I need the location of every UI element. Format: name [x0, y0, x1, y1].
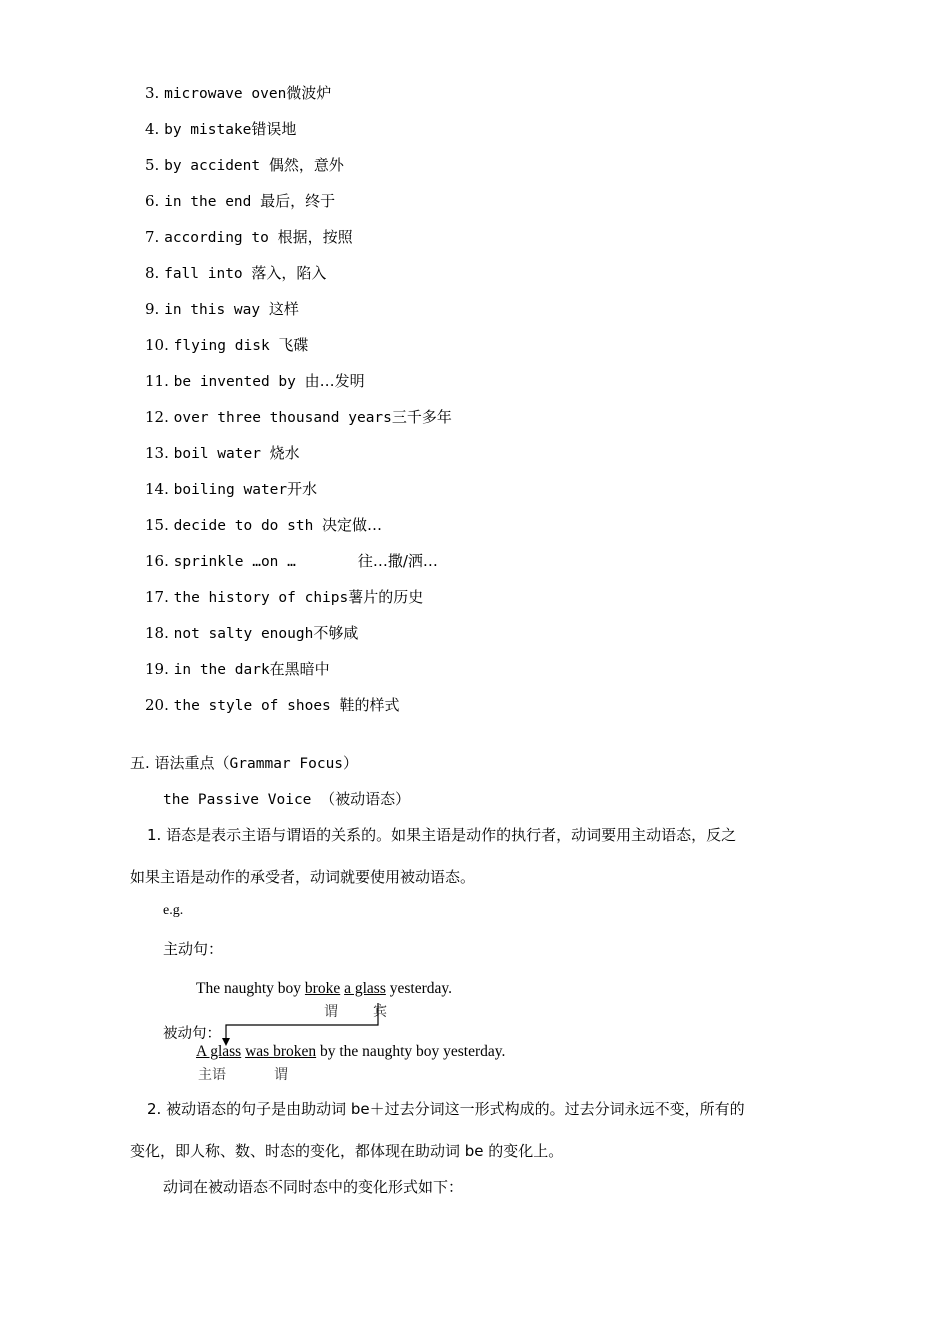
passive-sentence: A glass was broken by the naughty boy yesterday. — [196, 1043, 506, 1060]
object-tag: 宾 — [373, 1004, 387, 1020]
list-item: 5. by accident 偶然，意外 — [145, 156, 344, 174]
predicate-tag: 谓 — [324, 1004, 338, 1020]
list-item: 9. in this way 这样 — [145, 300, 299, 318]
passive-verb: was broken — [245, 1043, 317, 1060]
list-item: 7. according to 根据，按照 — [145, 228, 353, 246]
passive-label: 被动句： — [163, 1026, 221, 1042]
list-item: 16. sprinkle …on … 往…撒/洒… — [145, 552, 438, 570]
example-label: e.g. — [163, 903, 184, 918]
list-item: 19. in the dark在黑暗中 — [145, 660, 330, 678]
point-1-line-2: 如果主语是动作的承受者，动词就要使用被动语态。 — [130, 868, 476, 886]
list-item: 6. in the end 最后，终于 — [145, 192, 336, 210]
active-verb: broke — [304, 980, 341, 997]
list-item: 10. flying disk 飞碟 — [145, 336, 309, 354]
list-item: 12. over three thousand years三千多年 — [145, 408, 452, 426]
list-item: 3. microwave oven微波炉 — [145, 84, 332, 102]
subject-tag: 主语 — [198, 1067, 226, 1083]
list-item: 4. by mistake错误地 — [145, 120, 297, 138]
point-1-line-1: 1. 语态是表示主语与谓语的关系的。如果主语是动作的执行者，动词要用主动语态，反之 — [147, 826, 737, 844]
predicate-tag-2: 谓 — [274, 1067, 288, 1083]
section-subheading: the Passive Voice （被动语态） — [163, 790, 411, 808]
list-item: 20. the style of shoes 鞋的样式 — [145, 696, 400, 714]
passive-subject: A glass — [196, 1043, 242, 1060]
point-2-line-2: 变化，即人称、数、时态的变化，都体现在助动词 be 的变化上。 — [130, 1142, 564, 1160]
list-item: 11. be invented by 由…发明 — [145, 372, 365, 390]
list-item: 13. boil water 烧水 — [145, 444, 300, 462]
list-item: 15. decide to do sth 决定做… — [145, 516, 383, 534]
point-2-line-3: 动词在被动语态不同时态中的变化形式如下： — [163, 1178, 464, 1196]
active-object: a glass — [344, 980, 386, 997]
list-item: 14. boiling water开水 — [145, 480, 318, 498]
list-item: 17. the history of chips薯片的历史 — [145, 588, 424, 606]
active-sentence: The naughty boy broke a glass yesterday. — [196, 980, 452, 997]
active-label: 主动句： — [163, 940, 224, 958]
list-item: 8. fall into 落入，陷入 — [145, 264, 327, 282]
point-2-line-1: 2. 被动语态的句子是由助动词 be＋过去分词这一形式构成的。过去分词永远不变，所有的 — [147, 1100, 745, 1118]
list-item: 18. not salty enough不够咸 — [145, 624, 359, 642]
section-heading: 五. 语法重点（Grammar Focus） — [130, 754, 359, 772]
